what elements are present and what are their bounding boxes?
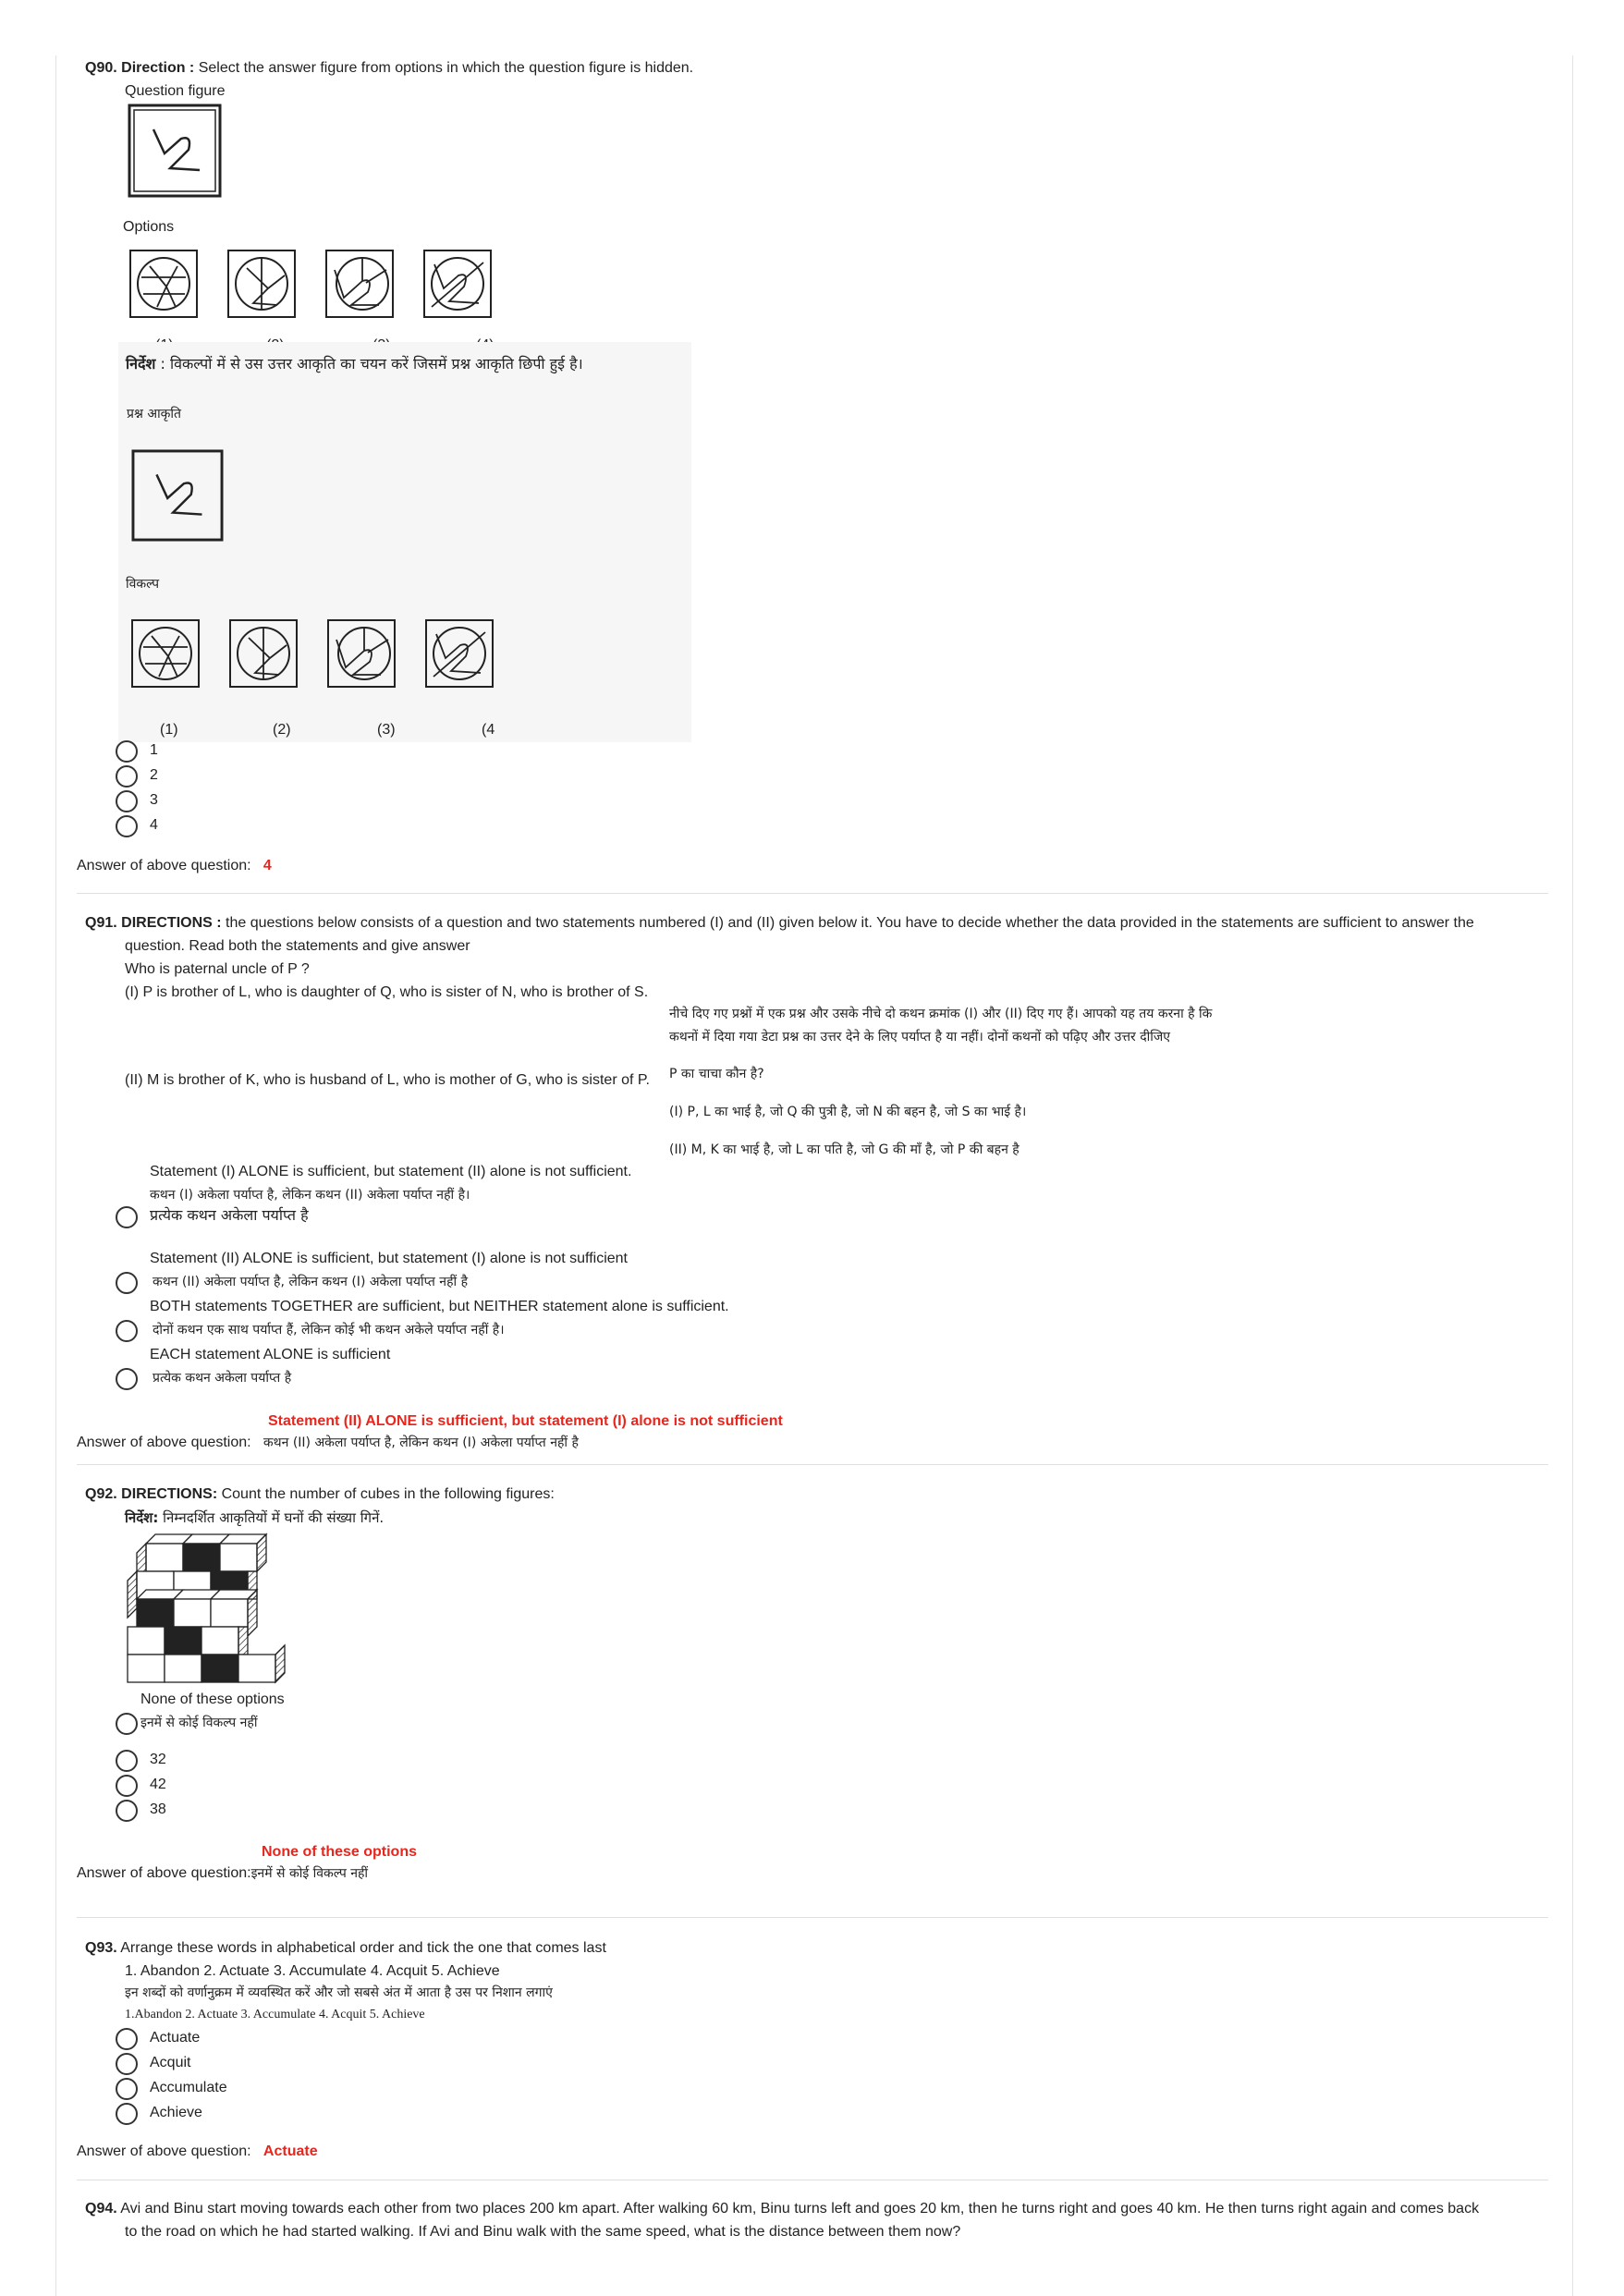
q90-hindi-direction-label: निर्देश [126, 355, 156, 372]
q92-direction-label: DIRECTIONS: [121, 1486, 218, 1502]
q91-option-2-en: Statement (II) ALONE is sufficient, but statement (I) alone is not sufficient [150, 1251, 628, 1266]
q90-hindi-option-figure-3 [328, 620, 395, 687]
q90-hindi-option-figure-2 [230, 620, 297, 687]
q92-choice-4-label: 38 [150, 1801, 166, 1817]
q90-hindi-fig-label-4: (4 [482, 722, 495, 738]
q91-direction-label: DIRECTIONS : [121, 915, 222, 931]
q90-answer-value: 4 [263, 858, 272, 873]
q90-choice-3-radio[interactable] [116, 790, 138, 812]
q93-choice-1-radio[interactable] [116, 2028, 138, 2050]
q91-option-1-hi: कथन (I) अकेला पर्याप्त है, लेकिन कथन (II) अकेला पर्याप्त नहीं है। [150, 1188, 470, 1203]
q90-direction-text: Select the answer figure from options in which the question figure is hidden. [194, 60, 694, 76]
q91-option-3-en: BOTH statements TOGETHER are sufficient, but NEITHER statement alone is sufficient. [150, 1299, 729, 1314]
q92-hindi-direction [125, 1507, 384, 1529]
q91-option-2-hi: कथन (II) अकेला पर्याप्त है, लेकिन कथन (I) अकेला पर्याप्त नहीं है [153, 1275, 469, 1289]
q90-direction-label: Direction : [121, 60, 195, 76]
q93-choice-4-radio[interactable] [116, 2103, 138, 2125]
q90-hindi-option-figure-1 [132, 620, 199, 687]
q90-hindi-fig-label-2: (2) [273, 722, 291, 738]
q90-choice-2-radio[interactable] [116, 765, 138, 788]
q90-option-figure-2 [228, 250, 295, 317]
q93-question [85, 1937, 606, 1960]
q92-choice-1-radio[interactable] [116, 1713, 138, 1735]
q91-hindi-question: P का चाचा कौन है? [669, 1067, 764, 1081]
q91-statement-2: (II) M is brother of K, who is husband of L, who is mother of G, who is sister of P. [125, 1072, 650, 1088]
q91-answer-prefix: Answer of above question: [77, 1435, 251, 1450]
separator [77, 1917, 1548, 1918]
q91-direction-text-2: question. Read both the statements and give answer [125, 938, 470, 954]
q93-choice-3-radio[interactable] [116, 2078, 138, 2100]
q92-choice-1-en: None of these options [140, 1691, 285, 1707]
q90-option-figure-3 [326, 250, 393, 317]
q91-option-4-en: EACH statement ALONE is sufficient [150, 1347, 391, 1362]
q91-option-4-hi: प्रत्येक कथन अकेला पर्याप्त है [153, 1371, 292, 1386]
q92-choice-3-radio[interactable] [116, 1775, 138, 1797]
q90-hindi-fig-label-1: (1) [160, 722, 178, 738]
q93-hindi-text: इन शब्दों को वर्णानुक्रम में व्यवस्थित करें और जो सबसे अंत में आता है उस पर निशान लगाएं [125, 1985, 553, 2000]
q92-direction [85, 1484, 555, 1506]
q90-number: Q90. [85, 60, 117, 76]
q91-hindi-statement-2: (II) M, K का भाई है, जो L का पति है, जो G की माँ है, जो P की बहन है [669, 1142, 1020, 1157]
q91-direction-text: the questions below consists of a question and two statements numbered (I) and (II) given below it. You have to decide whether the data provided in the statements are sufficient to answer the [221, 915, 1474, 931]
q91-option-3-radio[interactable] [116, 1320, 138, 1342]
q93-answer-value: Actuate [263, 2143, 318, 2159]
q91-number: Q91. [85, 915, 117, 931]
q90-direction [85, 57, 693, 79]
q91-option-1-radio[interactable] [116, 1206, 138, 1228]
q94-text-1: Avi and Binu start moving towards each other from two places 200 km apart. After walking 60 km, Binu turns left and goes 20 km, then he turns right and goes 40 km. He then turns right again and comes back [120, 2201, 1480, 2217]
q94-number: Q94. [85, 2201, 117, 2217]
q92-hindi-direction-text: निम्नदर्शित आकृतियों में घनों की संख्या गिनें. [158, 1509, 385, 1526]
separator [77, 1464, 1548, 1465]
q90-hindi-options-label: विकल्प [126, 577, 160, 592]
q92-choice-2-radio[interactable] [116, 1750, 138, 1772]
separator [77, 893, 1548, 894]
q93-text: Arrange these words in alphabetical order and tick the one that comes last [120, 1940, 606, 1956]
q91-direction [85, 912, 1474, 934]
q91-option-4-radio[interactable] [116, 1368, 138, 1390]
q91-option-1-en: Statement (I) ALONE is sufficient, but statement (II) alone is not sufficient. [150, 1164, 632, 1179]
q92-number: Q92. [85, 1486, 117, 1502]
q92-answer-prefix: Answer of above question: [77, 1865, 251, 1881]
q93-number: Q93. [85, 1940, 117, 1956]
q91-answer-hi: कथन (II) अकेला पर्याप्त है, लेकिन कथन (I) अकेला पर्याप्त नहीं है [263, 1435, 579, 1450]
q90-question-figure [128, 104, 222, 198]
q91-hindi-statement-1: (I) P, L का भाई है, जो Q की पुत्री है, जो N की बहन है, जो S का भाई है। [669, 1105, 1027, 1119]
q93-answer [77, 2143, 318, 2160]
q91-answer-en: Statement (II) ALONE is sufficient, but statement (I) alone is not sufficient [268, 1413, 783, 1429]
q93-choice-2-radio[interactable] [116, 2053, 138, 2075]
q90-options-label: Options [123, 219, 175, 235]
q90-hindi-question-figure-label: प्रश्न आकृति [127, 407, 181, 421]
q94-text-2: to the road on which he had started walking. If Avi and Binu walk with the same speed, what is the distance between them now? [125, 2224, 961, 2240]
q90-choice-1-label: 1 [150, 742, 158, 758]
q91-option-3-hi: दोनों कथन एक साथ पर्याप्त हैं, लेकिन कोई भी कथन अकेले पर्याप्त नहीं है। [153, 1323, 505, 1337]
q91-hindi-direction-2: कथनों में दिया गया डेटा प्रश्न का उत्तर देने के लिए पर्याप्त है या नहीं। दोनों कथनों को पढ़िए और उत्तर दीजिए [669, 1030, 1171, 1044]
q90-option-figure-1 [130, 250, 197, 317]
q90-option-figures [129, 250, 499, 320]
q91-option-2-radio[interactable] [116, 1272, 138, 1294]
q92-answer [77, 1864, 368, 1882]
q90-hindi-option-figure-4 [426, 620, 493, 687]
q93-words-serif: 1.Abandon 2. Actuate 3. Accumulate 4. Acquit 5. Achieve [125, 2008, 425, 2021]
q90-answer [77, 858, 272, 874]
q92-choice-1-hi: इनमें से कोई विकल्प नहीं [140, 1716, 258, 1730]
q92-answer-hi: इनमें से कोई विकल्प नहीं [250, 1866, 369, 1881]
q90-hindi-direction [126, 353, 583, 375]
q93-choice-4-label: Achieve [150, 2105, 202, 2120]
q91-statement-1: (I) P is brother of L, who is daughter of Q, who is sister of N, who is brother of S. [125, 984, 649, 1000]
q91-answer [77, 1434, 579, 1451]
q90-choice-3-label: 3 [150, 792, 158, 808]
q92-direction-text: Count the number of cubes in the following figures: [217, 1486, 555, 1502]
q90-option-figure-4 [424, 250, 491, 317]
q90-hindi-fig-label-3: (3) [377, 722, 396, 738]
q90-choice-1-radio[interactable] [116, 740, 138, 763]
q92-choice-3-label: 42 [150, 1777, 166, 1792]
q90-choice-4-label: 4 [150, 817, 158, 833]
q92-choice-4-radio[interactable] [116, 1800, 138, 1822]
q90-choice-4-radio[interactable] [116, 815, 138, 837]
q90-hindi-option-figures [131, 619, 501, 690]
q93-words: 1. Abandon 2. Actuate 3. Accumulate 4. Acquit 5. Achieve [125, 1963, 500, 1979]
q93-choice-2-label: Acquit [150, 2055, 191, 2070]
q93-choice-1-label: Actuate [150, 2030, 201, 2046]
q90-question-figure-label: Question figure [125, 83, 226, 99]
q93-answer-prefix: Answer of above question: [77, 2143, 251, 2159]
q92-choice-2-label: 32 [150, 1752, 166, 1767]
q90-answer-prefix: Answer of above question: [77, 858, 251, 873]
q90-hindi-direction-text: : विकल्पों में से उस उत्तर आकृति का चयन करें जिसमें प्रश्न आकृति छिपी हुई है। [155, 355, 583, 372]
q92-cube-figure [128, 1534, 289, 1687]
q94-question [85, 2198, 1479, 2220]
q90-choice-2-label: 2 [150, 767, 158, 783]
q90-hindi-question-figure [131, 449, 224, 542]
q93-choice-3-label: Accumulate [150, 2080, 227, 2095]
q91-option-1-hi-b: प्रत्येक कथन अकेला पर्याप्त है [150, 1206, 309, 1224]
q91-question: Who is paternal uncle of P ? [125, 961, 310, 977]
q92-answer-en: None of these options [262, 1844, 417, 1860]
q91-hindi-direction-1: नीचे दिए गए प्रश्नों में एक प्रश्न और उसके नीचे दो कथन क्रमांक (I) और (II) दिए गए हैं। आपको यह तय करना है कि [669, 1007, 1213, 1021]
q92-hindi-direction-label: निर्देश: [125, 1509, 159, 1526]
